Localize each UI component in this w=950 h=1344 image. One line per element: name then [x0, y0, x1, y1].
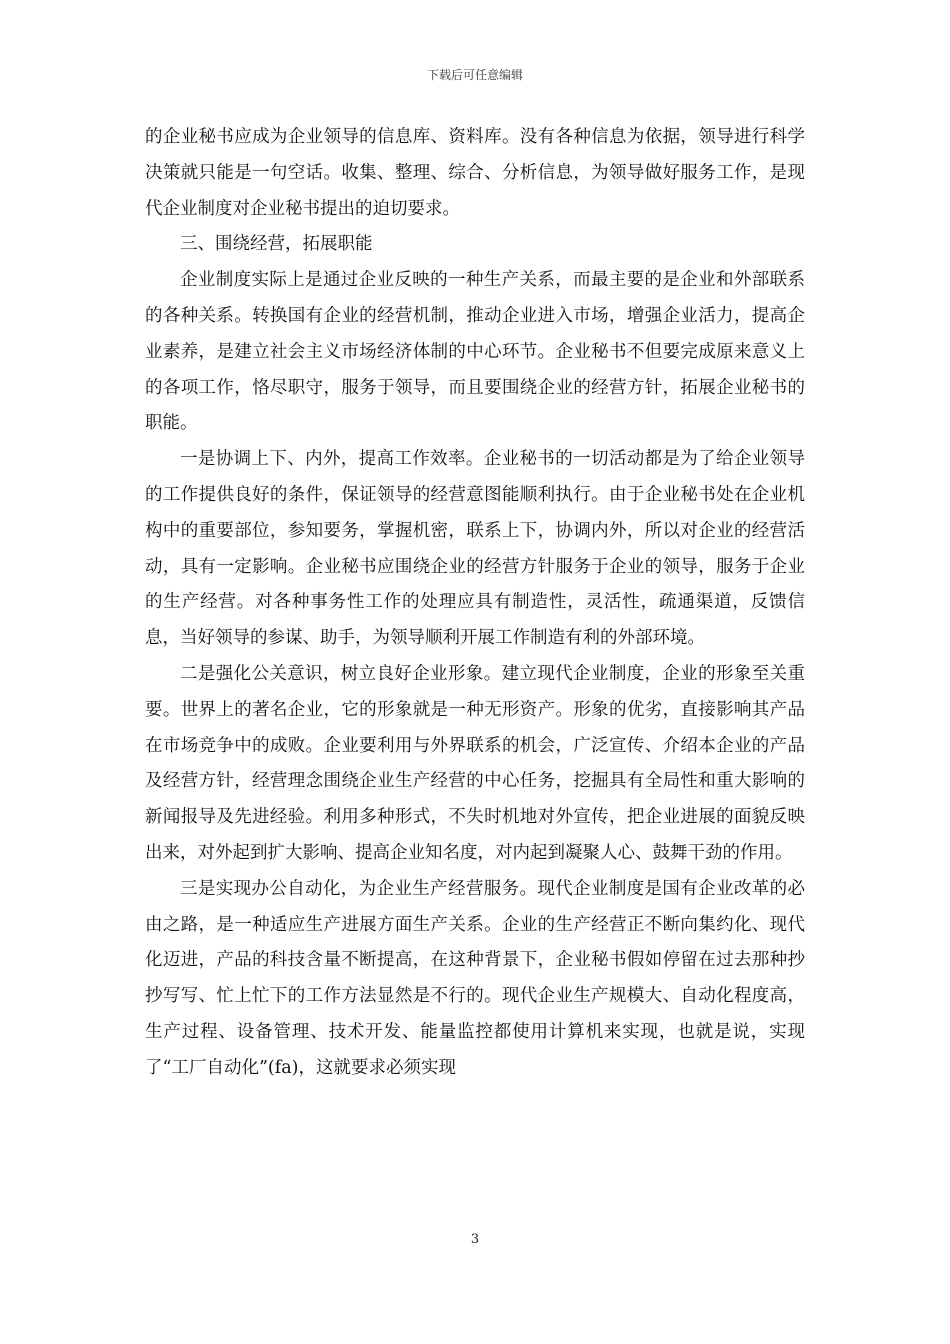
document-body: [145, 120, 805, 1087]
paragraph-2: 企业制度实际上是通过企业反映的一种生产关系，而最主要的是企业和外部联系的各种关系。转换国有企业的经营机制，推动企业进入市场，增强企业活力，提高企业素养，是建立社会主义市场经济体制的中心环节。企业秘书不但要完成原来意义上的各项工作，恪尽职守，服务于领导，而且要围绕企业的经营方针，拓展企业秘书的职能。: [145, 270, 805, 434]
paragraph-4: 二是强化公关意识，树立良好企业形象。建立现代企业制度，企业的形象至关重要。世界上的著名企业，它的形象就是一种无形资产。形象的优劣，直接影响其产品在市场竞争中的成败。企业要利用与外界联系的机会，广泛宣传、介绍本企业的产品及经营方针，经营理念围绕企业生产经营的中心任务，挖掘具有全局性和重大影响的新闻报导及先进经验。利用多种形式，不失时机地对外宣传，把企业进展的面貌反映出来，对外起到扩大影响、提高企业知名度，对内起到凝聚人心、鼓舞干劲的作用。: [145, 663, 805, 863]
paragraph-5: 三是实现办公自动化，为企业生产经营服务。现代企业制度是国有企业改革的必由之路，是一种适应生产进展方面生产关系。企业的生产经营正不断向集约化、现代化迈进，产品的科技含量不断提高，在这种背景下，企业秘书假如停留在过去那种抄抄写写、忙上忙下的工作方法显然是不行的。现代企业生产规模大、自动化程度高，生产过程、设备管理、技术开发、能量监控都使用计算机来实现，也就是说，实现了“工厂自动化”(fa)，这就要求必须实现: [145, 878, 805, 1078]
page-number: 3: [470, 1232, 480, 1247]
paragraph-1: 的企业秘书应成为企业领导的信息库、资料库。没有各种信息为依据，领导进行科学决策就只能是一句空话。收集、整理、综合、分析信息，为领导做好服务工作，是现代企业制度对企业秘书提出的迫切要求。: [145, 127, 805, 219]
paragraph-3: 一是协调上下、内外，提高工作效率。企业秘书的一切活动都是为了给企业领导的工作提供良好的条件，保证领导的经营意图能顺利执行。由于企业秘书处在企业机构中的重要部位，参知要务，掌握机密，联系上下，协调内外，所以对企业的经营活动，具有一定影响。企业秘书应围绕企业的经营方针服务于企业的领导，服务于企业的生产经营。对各种事务性工作的处理应具有制造性，灵活性，疏通渠道，反馈信息，当好领导的参谋、助手，为领导顺利开展工作制造有利的外部环境。: [145, 449, 805, 649]
section-heading: 三、围绕经营，拓展职能: [180, 234, 373, 255]
page-header: 下载后可任意编辑: [426, 68, 523, 82]
